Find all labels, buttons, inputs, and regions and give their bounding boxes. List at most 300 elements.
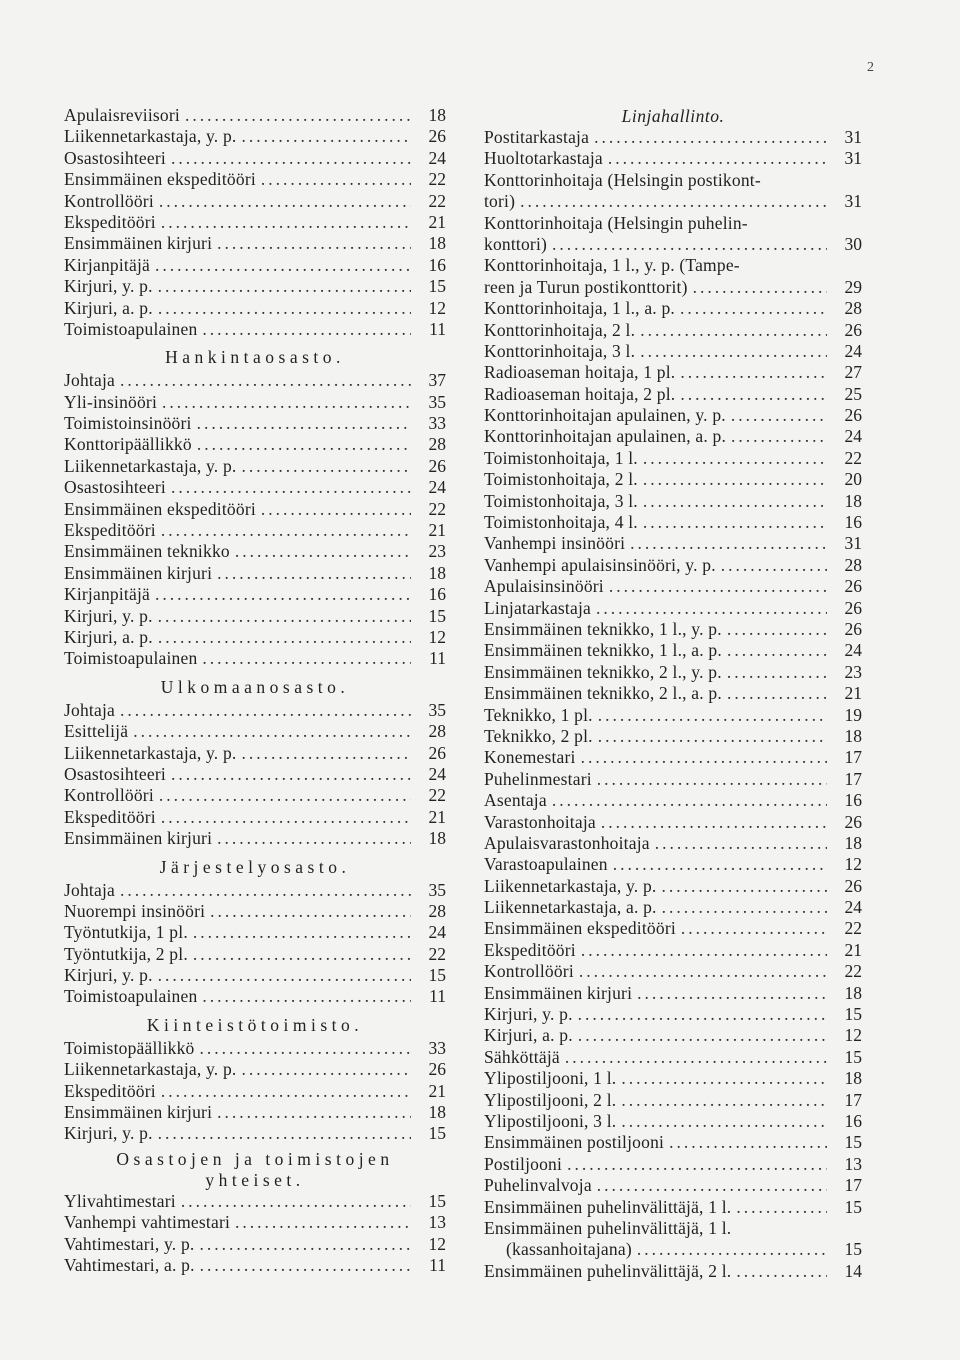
list-item [64,743,446,764]
list-item [64,944,446,965]
list-item [484,1132,862,1153]
entry-label: Vanhempi insinööri [484,533,626,554]
entry-label: Varastonhoitaja [484,811,596,832]
entry-label: Osastosihteeri [64,147,166,168]
entry-value: 11 [429,648,446,669]
list-item [484,320,862,341]
list-item [484,683,862,704]
entry-value: 12 [428,626,446,647]
list-item [64,456,446,477]
entry-label: Ensimmäinen teknikko, 1 l., y. p. [484,618,722,639]
entry-label: Asentaja [484,790,547,811]
entry-label: Osastosihteeri [64,763,166,784]
entry-value: 26 [844,618,862,639]
entry-value: 11 [429,1254,446,1275]
list-item [64,606,446,627]
entry-value: 21 [844,683,862,704]
leader-dots [161,1081,411,1102]
leader-dots [681,918,827,939]
entry-label: Esittelijä [64,721,129,742]
entry-label: Ekspeditööri [484,939,576,960]
entry-value: 24 [844,340,862,361]
section-heading-kiinteisto: Kiinteistötoimisto. [146,1014,364,1035]
entry-value: 35 [428,391,446,412]
entry-label: Liikennetarkastaja, y. p. [64,126,237,147]
leader-dots [598,726,827,747]
leader-dots [158,965,411,986]
entry-label: Ensimmäinen teknikko, 2 l., a. p. [484,683,722,704]
leader-dots [120,700,411,721]
entry-label: Ensimmäinen postiljooni [484,1132,665,1153]
entry-value: 26 [844,811,862,832]
entry-label: Liikennetarkastaja, y. p. [64,742,237,763]
entry-label: Ensimmäinen ekspeditööri [64,498,256,519]
entry-value: 28 [844,298,862,319]
entry-label: Toimistonhoitaja, 4 l. [484,512,638,533]
list-item [64,965,446,986]
list-item [484,405,862,426]
entry-value: 17 [844,747,862,768]
entry-label: Liikennetarkastaja, y. p. [64,455,237,476]
entry-label: Toimistonhoitaja, 1 l. [484,447,638,468]
leader-dots [727,662,827,683]
list-item [64,520,446,541]
leader-dots [621,1111,827,1132]
entry-label: Vahtimestari, y. p. [64,1233,195,1254]
entry-label: Konttorinhoitaja, 3 l. [484,340,636,361]
entry-value: 24 [844,897,862,918]
leader-dots [598,705,827,726]
entry-label: Ensimmäinen kirjuri [64,828,213,849]
entry-value: 15 [844,1196,862,1217]
leader-dots [133,721,411,742]
entry-value: 26 [844,576,862,597]
list-item [64,370,446,391]
leader-dots [640,341,827,362]
leader-dots [241,743,411,764]
list-item [64,148,446,169]
entry-label: Johtaja [64,699,115,720]
list-item [64,584,446,605]
list-item [484,1175,862,1196]
entry-value: 37 [428,370,446,391]
entry-label: Liikennetarkastaja, y. p. [484,875,657,896]
entry-value: 17 [844,1089,862,1110]
entry-label: Sähköttäjä [484,1046,560,1067]
entry-value: 24 [844,640,862,661]
entry-value: 31 [844,127,862,147]
entry-value: 28 [428,434,446,455]
entry-value: 17 [844,768,862,789]
entry-value: 18 [844,832,862,853]
entry-value: 22 [428,785,446,806]
leader-dots [241,1059,411,1080]
list-item [484,426,862,447]
leader-dots [200,1255,411,1276]
entry-label: Radioaseman hoitaja, 1 pl. [484,362,676,383]
entry-value: 19 [844,704,862,725]
entry-value: 21 [428,1080,446,1101]
entry-label: Ensimmäinen ekspeditööri [64,169,256,190]
entry-label: Teknikko, 1 pl. [484,704,593,725]
entry-value: 18 [844,725,862,746]
ulkomaa-list [64,700,446,850]
entry-label: Konttorinhoitaja (Helsingin puhelin- [484,212,748,233]
leader-dots [637,1239,827,1260]
entry-value: 31 [844,148,862,169]
entry-value: 18 [844,490,862,511]
leader-dots [643,512,827,533]
entry-label: Ensimmäinen teknikko, 1 l., a. p. [484,640,722,661]
entry-value: 33 [428,1037,446,1058]
entry-label: Radioaseman hoitaja, 2 pl. [484,383,676,404]
entry-label: Konemestari [484,747,576,768]
leader-dots [202,319,411,340]
entry-value: 28 [428,721,446,742]
entry-label: Ensimmäinen kirjuri [64,1102,213,1123]
entry-value: 27 [844,362,862,383]
leader-dots [680,298,827,319]
leader-dots [578,1025,827,1046]
list-item [64,212,446,233]
section-heading-linjahallinto: Linjahallinto. [621,106,725,126]
entry-label: Postiljooni [484,1153,563,1174]
entry-value: 35 [428,879,446,900]
linja-list-c [484,1261,862,1282]
leader-dots [197,413,411,434]
entry-label: Puhelinvalvoja [484,1175,592,1196]
list-item [64,319,446,340]
entry-label: Puhelinmestari [484,768,592,789]
entry-value: 31 [844,191,862,212]
leader-dots [552,790,827,811]
leader-dots [640,320,827,341]
list-item [484,662,862,683]
list-item [64,922,446,943]
list-item [64,105,446,126]
entry-label: Apulaisreviisori [64,105,180,125]
list-item [484,512,862,533]
leader-dots [241,126,411,147]
entry-label: Toimistoinsinööri [64,413,192,434]
entry-value: 31 [844,533,862,554]
entry-label: Kirjuri, y. p. [484,1004,573,1025]
section-heading-hankinta: Hankintaosasto. [165,347,345,368]
entry-value: 21 [844,939,862,960]
leader-dots [621,1090,827,1111]
entry-value: 29 [844,276,862,297]
entry-label: Toimistoapulainen [64,318,198,339]
list-item [484,983,862,1004]
list-item [64,499,446,520]
entry-label: Ylipostiljooni, 1 l. [484,1068,617,1089]
entry-value: 26 [844,319,862,340]
entry-label: Konttorinhoitaja, 2 l. [484,319,636,340]
list-item [484,747,862,768]
linja-list-a [484,127,862,170]
list-item [64,1191,446,1212]
leader-dots [217,563,411,584]
leader-dots [594,127,827,148]
entry-value: 23 [844,661,862,682]
entry-value: 18 [428,1102,446,1123]
entry-value: 16 [844,1110,862,1131]
entry-label: Toimistoapulainen [64,648,198,669]
list-item [484,705,862,726]
entry-label: Johtaja [64,879,115,900]
entry-value: 24 [844,426,862,447]
list-item [64,1234,446,1255]
leader-dots [608,148,827,169]
list-item [64,191,446,212]
list-item [64,721,446,742]
leader-dots [637,983,827,1004]
leader-dots [680,384,827,405]
leader-dots [655,833,827,854]
entry-value: 18 [428,562,446,583]
entry-label: Liikennetarkastaja, y. p. [64,1059,237,1080]
entry-value: 15 [844,1239,862,1260]
entry-label: tori) [484,191,516,212]
entry-label: Vahtimestari, a. p. [64,1254,195,1275]
entry-value: 22 [428,498,446,519]
leader-dots [552,234,827,255]
leader-dots [159,191,411,212]
entry-value: 18 [428,105,446,125]
leader-dots [161,212,411,233]
entry-label: Ensimmäinen kirjuri [64,562,213,583]
leader-dots [643,491,827,512]
entry-value: 15 [844,1046,862,1067]
list-item [64,298,446,319]
entry-label: Ekspeditööri [64,1080,156,1101]
list-item [64,233,446,254]
list-item [64,807,446,828]
entry-label: Ekspeditööri [64,520,156,541]
entry-value: 25 [844,383,862,404]
list-item [484,148,862,169]
linja-list-b [484,298,862,1218]
list-item [484,876,862,897]
entry-value: 12 [844,854,862,875]
leader-dots [613,854,827,875]
entry-label: Ensimmäinen kirjuri [484,982,633,1003]
entry-value: 18 [428,233,446,254]
entry-label: Toimistonhoitaja, 2 l. [484,469,638,490]
leader-dots [193,944,411,965]
leader-dots [155,584,411,605]
list-item [64,434,446,455]
page-number: 2 [867,60,874,75]
leader-dots [202,986,411,1007]
entry-label: Ensimmäinen kirjuri [64,233,213,254]
list-item [484,491,862,512]
list-item [484,1025,862,1046]
entry-label: Konttorinhoitaja, 1 l., a. p. [484,298,675,319]
leader-dots [261,499,411,520]
list-item [64,169,446,190]
entry-label: Konttorinhoitajan apulainen, y. p. [484,405,726,426]
leader-dots [609,576,827,597]
entry-value: 22 [428,169,446,190]
entry-value: 12 [428,297,446,318]
list-item [484,384,862,405]
list-item [484,726,862,747]
leader-dots [217,233,411,254]
leader-dots [158,276,411,297]
leader-dots [200,1038,412,1059]
entry-value: 13 [844,1153,862,1174]
leader-dots [601,812,827,833]
entry-value: 12 [428,1233,446,1254]
entry-value: 30 [844,233,862,254]
entry-label: Teknikko, 2 pl. [484,725,593,746]
list-item [484,619,862,640]
entry-value: 11 [429,318,446,339]
leader-dots [597,1175,827,1196]
leader-dots [159,785,411,806]
leader-dots [200,1234,412,1255]
entry-label: Kirjuri, y. p. [64,605,153,626]
entry-value: 24 [428,922,446,943]
wrapped-entry-first-line [484,213,862,234]
leader-dots [581,747,827,768]
entry-value: 11 [429,986,446,1007]
kiinteisto-list [64,1038,446,1145]
entry-value: 22 [844,447,862,468]
entry-value: 18 [844,982,862,1003]
list-item [64,255,446,276]
entry-value: 22 [428,943,446,964]
leader-dots [731,426,827,447]
entry-label: Liikennetarkastaja, a. p. [484,897,657,918]
entry-value: 26 [844,875,862,896]
entry-label: (kassanhoitajana) [506,1239,632,1260]
list-item [484,469,862,490]
entry-value: 15 [428,605,446,626]
entry-value: 35 [428,699,446,720]
entry-label: Kirjuri, y. p. [64,276,153,297]
list-item [64,126,446,147]
right-column [484,105,862,1282]
list-item [484,598,862,619]
leader-dots [621,1068,827,1089]
leader-dots [578,1004,827,1025]
entry-value: 15 [428,1123,446,1144]
leader-dots [235,1212,411,1233]
entry-label: Apulaisvarastonhoitaja [484,832,650,853]
leader-dots [721,555,827,576]
entry-value: 22 [428,190,446,211]
entry-value: 33 [428,413,446,434]
entry-value: 26 [428,455,446,476]
leader-dots [581,940,827,961]
list-item [484,555,862,576]
leader-dots [210,901,411,922]
entry-label: Kontrollööri [64,785,154,806]
list-item [64,1255,446,1276]
leader-dots [197,434,411,455]
list-item [64,1059,446,1080]
section-heading-jarjestely: Järjestelyosasto. [159,856,351,877]
entry-label: Osastosihteeri [64,477,166,498]
entry-label: Kontrollööri [484,961,574,982]
list-item [484,1154,862,1175]
entry-value: 21 [428,520,446,541]
leader-dots [669,1132,827,1153]
wrapped-entry-first-line [484,170,862,191]
entry-label: Varastoapulainen [484,854,608,875]
leader-dots [171,148,411,169]
entry-label: Toimistoapulainen [64,986,198,1007]
entry-label: Ylipostiljooni, 2 l. [484,1089,617,1110]
entry-value: 15 [844,1132,862,1153]
leader-dots [520,191,827,212]
jarjestely-list [64,880,446,1008]
list-item [64,276,446,297]
leader-dots [597,769,827,790]
leader-dots [579,961,827,982]
leader-dots [235,541,411,562]
leader-dots [736,1261,827,1282]
list-item [64,563,446,584]
entry-value: 23 [428,541,446,562]
entry-label: Kirjuri, y. p. [64,965,153,986]
entry-label: Nuorempi insinööri [64,900,206,921]
entry-label: Työntutkija, 2 pl. [64,943,188,964]
leader-dots [731,405,827,426]
entry-label: Ensimmäinen puhelinvälittäjä, 1 l. [484,1217,732,1238]
entry-label: Kirjuri, a. p. [484,1025,573,1046]
entry-label: Ensimmäinen puhelinvälittäjä, 2 l. [484,1260,732,1281]
leader-dots [736,1197,827,1218]
list-item [484,812,862,833]
list-item [64,828,446,849]
section-heading-ulkomaa: Ulkomaanosasto. [160,676,350,697]
entry-value: 26 [428,126,446,147]
entry-label: Konttorinhoitaja, 1 l., y. p. (Tampe- [484,255,740,276]
entry-value: 17 [844,1175,862,1196]
list-item [64,700,446,721]
list-item [484,833,862,854]
leader-dots [185,105,411,126]
leader-dots [567,1154,827,1175]
list-item [64,1212,446,1233]
entry-label: Toimistopäällikkö [64,1037,195,1058]
entry-label: Ensimmäinen ekspeditööri [484,918,676,939]
list-item [484,1111,862,1132]
entry-value: 18 [844,1068,862,1089]
entry-value: 26 [844,597,862,618]
list-item [484,854,862,875]
entry-label: Toimistonhoitaja, 3 l. [484,490,638,511]
leader-dots [202,648,411,669]
entry-value: 24 [428,763,446,784]
list-item [484,640,862,661]
leader-dots [643,448,827,469]
left-column [64,105,446,1276]
entry-value: 16 [428,254,446,275]
list-item [64,986,446,1007]
entry-label: Johtaja [64,370,115,391]
entry-label: Kontrollööri [64,190,154,211]
yhteiset-list [64,1191,446,1277]
entry-value: 20 [844,469,862,490]
entry-label: Konttoripäällikkö [64,434,192,455]
wrapped-entry-first-line [484,255,862,276]
entry-label: Ensimmäinen puhelinvälittäjä, 1 l. [484,1196,732,1217]
entry-label: Kirjuri, a. p. [64,297,153,318]
